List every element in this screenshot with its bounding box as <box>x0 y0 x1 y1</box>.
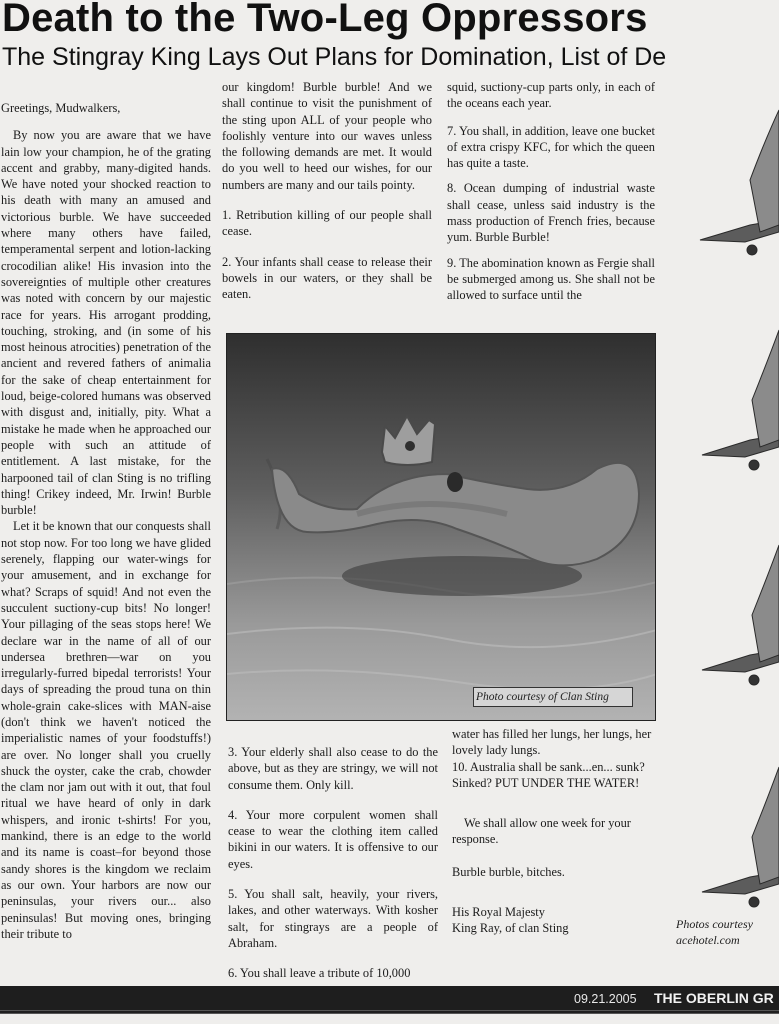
subheadline: The Stingray King Lays Out Plans for Domination, List of De <box>2 43 667 71</box>
demand-6: 6. You shall leave a tribute of 10,000 <box>228 966 411 981</box>
body-paragraph-3: our kingdom! Burble burble! And we shall continue to visit the punishment of the sting upon ALL of your people who foolishly venture into our waves unless the following demands are met. It would do you well to heed our wishes, for our numbers are many and our tails pointy. <box>222 80 432 192</box>
demand-1: 1. Retribution killing of our people shall cease. <box>222 208 432 239</box>
photo-credit: Photo courtesy of Clan Sting <box>473 687 633 707</box>
crocodile-rider-images <box>690 80 779 980</box>
demand-10: 10. Australia shall be sank...en... sunk? Sinked? PUT UNDER THE WATER! <box>452 759 645 790</box>
signature-line-1: His Royal Majesty <box>452 905 545 920</box>
demand-4: 4. Your more corpulent women shall cease to wear the clothing item called bikini in our waters. It is offensive to our eyes. <box>228 807 438 871</box>
demand-9-continued: water has filled her lungs, her lungs, her lovely lady lungs. <box>452 727 652 758</box>
closing-paragraph: We shall allow one week for your response. <box>452 816 631 847</box>
column-3-top <box>447 79 655 333</box>
signoff: Burble burble, bitches. <box>452 864 565 879</box>
demand-2: 2. Your infants shall cease to release their bowels in our waters, or they shall be eaten. <box>222 254 432 302</box>
headline: Death to the Two-Leg Oppressors <box>2 0 648 40</box>
demand-7: 7. You shall, in addition, leave one bucket of extra crispy KFC, for which the queen has quite a taste. <box>447 123 655 171</box>
column-3-bottom <box>452 726 662 962</box>
stingray-king-photo <box>226 333 656 721</box>
demand-8: 8. Ocean dumping of industrial waste shall cease, unless said industry is the mass production of French fries, because yum. Burble Burble! <box>447 181 655 245</box>
column-2-bottom <box>228 744 438 992</box>
body-paragraph-1: By now you are aware that we have lain low your champion, he of the grating accent and grabby, many-digited hands. We have noted your shocked reaction to his death with many an amused and victorious burble. We have succeeded where many others have failed, temperamental serpent and lotion-lacking crocodilian alike! His invasion into the sovereignties of multiple other creatures was noted with concern by our majestic race for years. His arrogant prodding, touching, stroking, and (in some of his most heinous atrocities) penetration of the ancient and revered fathers of animalia for the sake of cheap entertainment for loud, beige-colored humans was observed with disgust and, initially, pity. What a mistake he made when he approached our people with such an attitude of entitlement. A last mistake, for the harpooned tail of clan Sting is no trifling thing! Crikey indeed, Mr. Irwin! Burble burble! <box>1 128 211 518</box>
greeting: Greetings, Mudwalkers, <box>1 101 121 115</box>
issue-date: 09.21.2005 <box>574 992 637 1006</box>
demand-3: 3. Your elderly shall also cease to do the above, but as they are stringy, we will not consume them. Only kill. <box>228 745 438 792</box>
column-2-top <box>222 79 432 333</box>
body-paragraph-2: Let it be known that our conquests shall not stop now. For too long we have glided serenely, flapping our water-wings for your amusement, and in exchange for what? Scraps of squid! And not even the succulent suctiony-cup bits! No longer! Your pillaging of the seas stops here! We declare war in the name of all of our undersea brethren—war on you irregularly-furred bipedal terrorists! Your days of spreading the proud tuna on thin whole-grain cake-slices with MAN-aise (don't think we haven't noticed the imperialistic names of your foodstuffs!) are over. No longer shall you cruelly shuck the oyster, cake the crab, chowder the clam nor jam out with it out, that foul ritual we have heard of only in dark whispers, and ironic t-shirts! For you, mankind, there is an edge to the world and its name is coast–for beyond those sandy shores is the kingdom we reclaim as our own. Your harbors are now our peninsulas, your rivers our... also peninsulas! But moving ones, bringing their tribute to <box>1 519 211 941</box>
signature-line-2: King Ray, of clan Sting <box>452 921 569 936</box>
demand-9: 9. The abomination known as Fergie shall be submerged among us. She shall not be allowed to surface until the <box>447 255 655 303</box>
newspaper-name: THE OBERLIN GR <box>654 990 774 1006</box>
demand-6-continued: squid, suctiony-cup parts only, in each of the oceans each year. <box>447 80 655 111</box>
column-1 <box>1 100 211 990</box>
stingray-with-crown-image <box>227 334 656 721</box>
side-photo-credit: Photos courtesy acehotel.com <box>676 917 753 947</box>
side-photo-strip <box>690 80 779 980</box>
demand-5: 5. You shall salt, heavily, your rivers, lakes, and other waterways. With kosher salt, for stingrays are a people of Abraham. <box>228 887 438 950</box>
footer-bar <box>0 986 779 1014</box>
